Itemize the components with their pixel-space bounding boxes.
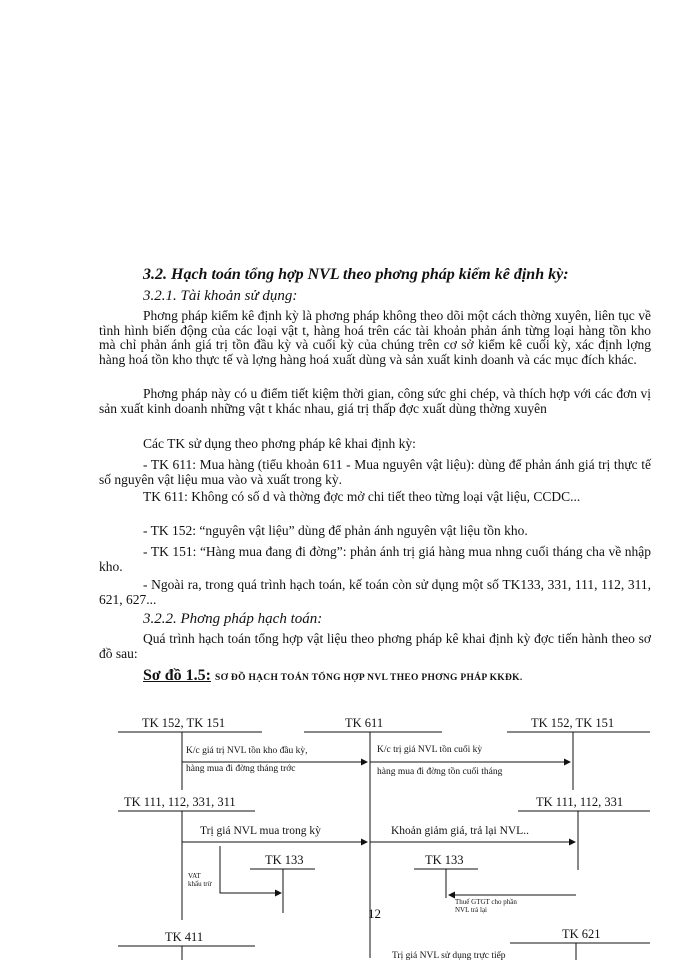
account-tk621 <box>510 927 650 960</box>
paragraph-definition: Phơng pháp kiểm kê định kỳ là phơng pháp không theo dõi một cách thờng xuyên, liên tục về tình hình biến động của các loại vật t, hàng hoá trên các tài khoản phản ánh từng loại hàng tồn kho mà chỉ phản ánh giá trị tồn đầu kỳ và cuối kỳ của chúng trên cơ sở kiểm kê cuối kỳ, xác định lợng hàng hoá tồn kho thực tế và lợng hàng hoá xuất dùng và sản xuất kinh doanh và các mục đích khác. <box>99 308 651 367</box>
note-line: hàng mua đi đờng tháng trớc <box>186 764 296 774</box>
account-label: TK 133 <box>265 853 304 867</box>
paragraph-advantages: Phơng pháp này có u điểm tiết kiệm thời gian, công sức ghi chép, và thích hợp với các đơn vị sản xuất kinh doanh những vật t khác nhau, giá trị thấp đợc xuất dùng thờng xuyên <box>99 386 651 416</box>
paragraph-tk151: - TK 151: “Hàng mua đang đi đờng”: phản ánh trị giá hàng mua nhng cuối tháng cha về nhập kho. <box>99 544 651 574</box>
paragraph-accounts-intro: Các TK sử dụng theo phơng pháp kê khai định kỳ: <box>143 436 416 451</box>
account-tk111-left <box>118 795 255 920</box>
account-label: TK 111, 112, 331 <box>536 795 624 809</box>
account-label: TK 111, 112, 331, 311 <box>124 795 236 809</box>
page-number: 12 <box>368 906 381 921</box>
note-line: K/c trị giá NVL tồn cuối kỳ <box>377 745 483 755</box>
note-line: Trị giá NVL sử dụng trực tiếp <box>392 951 506 960</box>
paragraph-other-accounts: - Ngoài ra, trong quá trình hạch toán, kế toán còn sử dụng một số TK133, 331, 111, 112, 311, 621, 627... <box>99 577 651 607</box>
account-tk152-151-right <box>507 716 650 790</box>
note-line: khấu trừ <box>188 880 212 888</box>
account-label: TK 611 <box>345 716 384 730</box>
diagram-title-lead: Sơ đồ 1.5: <box>143 667 211 684</box>
note-line: K/c giá trị NVL tồn kho đầu kỳ, <box>186 746 308 756</box>
entry-discounts-returns <box>370 825 575 842</box>
entry-returned-vat <box>449 895 576 914</box>
note-line: VAT <box>188 872 201 880</box>
paragraph-tk611-note: TK 611: Không có số d và thờng đợc mở chi tiết theo từng loại vật liệu, CCDC... <box>143 489 581 504</box>
diagram-title-text: SƠ ĐỒ HẠCH TOÁN TỔNG HỢP NVL THEO PHƠNG PHÁP KKĐK. <box>214 673 523 683</box>
account-label: TK 152, TK 151 <box>142 716 226 730</box>
account-label: TK 133 <box>425 853 464 867</box>
account-tk411 <box>118 930 255 960</box>
account-tk133-left <box>250 853 315 913</box>
note-line: Thuế GTGT cho phần <box>455 898 517 906</box>
account-tk111-right <box>518 795 650 870</box>
subsection-heading-method: 3.2.2. Phơng pháp hạch toán: <box>143 611 323 627</box>
entry-opening-transfer <box>182 745 367 774</box>
account-tk133-right <box>414 853 478 898</box>
account-label: TK 411 <box>165 930 204 944</box>
entry-direct-usage <box>392 950 506 960</box>
account-label: TK 621 <box>562 927 601 941</box>
paragraph-tk611: - TK 611: Mua hàng (tiểu khoản 611 - Mua nguyên vật liệu): dùng để phản ánh giá trị thực tế số nguyên vật liệu mua vào và xuất trong kỳ. <box>99 457 651 487</box>
note-line: Khoản giảm giá, trả lại NVL.. <box>391 825 529 837</box>
note-line: NVL trả lại <box>455 906 488 914</box>
note-line: hàng mua đi đờng tồn cuối tháng <box>377 767 503 777</box>
paragraph-process: Quá trình hạch toán tổng hợp vật liệu theo phơng pháp kê khai định kỳ đợc tiến hành theo sơ đồ sau: <box>99 631 651 661</box>
paragraph-tk152: - TK 152: “nguyên vật liệu” dùng để phản ánh nguyên vật liệu tồn kho. <box>143 523 528 538</box>
subsection-heading-accounts: 3.2.1. Tài khoản sử dụng: <box>143 288 298 304</box>
entry-purchases <box>182 825 367 842</box>
account-label: TK 152, TK 151 <box>531 716 615 730</box>
note-line: Trị giá NVL mua trong kỳ <box>200 825 321 837</box>
section-heading: 3.2. Hạch toán tổng hợp NVL theo phơng pháp kiểm kê định kỳ: <box>143 266 569 283</box>
entry-closing-transfer <box>370 744 570 777</box>
